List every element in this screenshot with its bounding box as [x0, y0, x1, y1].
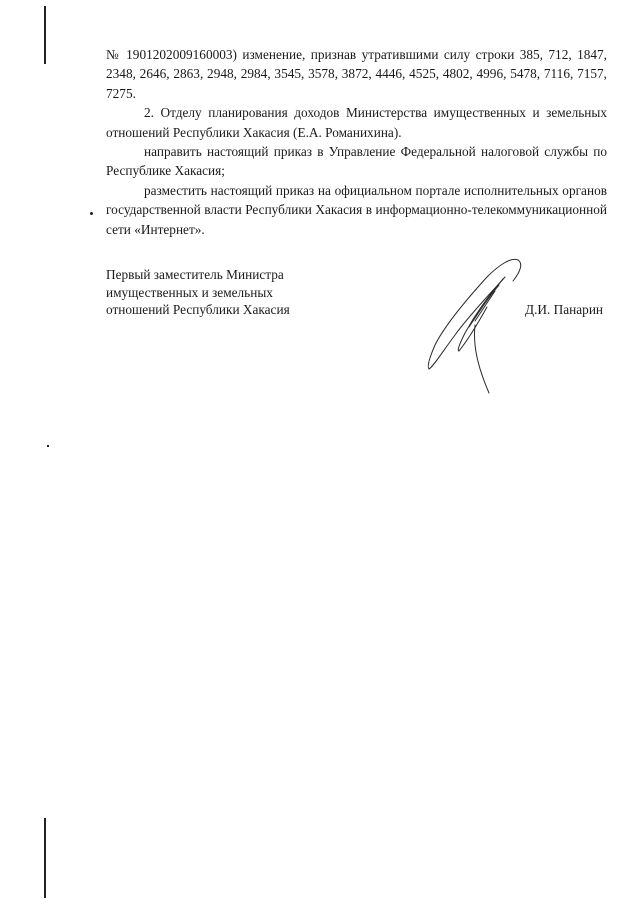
scan-mark: [44, 818, 46, 898]
signatory-position: [106, 266, 290, 319]
paragraph-publish-order: разместить настоящий приказ на официальном портале исполнительных органов государственной власти Республики Хакасия в информационно-телекоммуникационной сети «Интернет».: [106, 182, 607, 237]
scan-mark: [47, 445, 49, 447]
document-body: [106, 45, 607, 239]
paragraph-list-continuation: № 1901202009160003) изменение, признав утратившими силу строки 385, 712, 1847, 2348, 2646, 2863, 2948, 2984, 3545, 3578, 3872, 4446, 4525, 4802, 4996, 5478, 7116, 7157, 7275.: [106, 47, 607, 101]
position-line: имущественных и земельных: [106, 284, 273, 300]
position-line: отношений Республики Хакасия: [106, 302, 290, 317]
paragraph-send-order: направить настоящий приказ в Управление Федеральной налоговой службы по Республике Хакасия;: [106, 144, 607, 179]
scan-mark: [90, 212, 93, 215]
signatory-name: Д.И. Панарин: [525, 302, 604, 317]
position-line: Первый заместитель Министра: [106, 267, 284, 282]
scan-mark: [44, 6, 46, 64]
paragraph-item-2: 2. Отделу планирования доходов Министерства имущественных и земельных отношений Республики Хакасия (Е.А. Романихина).: [106, 105, 607, 140]
handwritten-signature: [415, 255, 525, 400]
